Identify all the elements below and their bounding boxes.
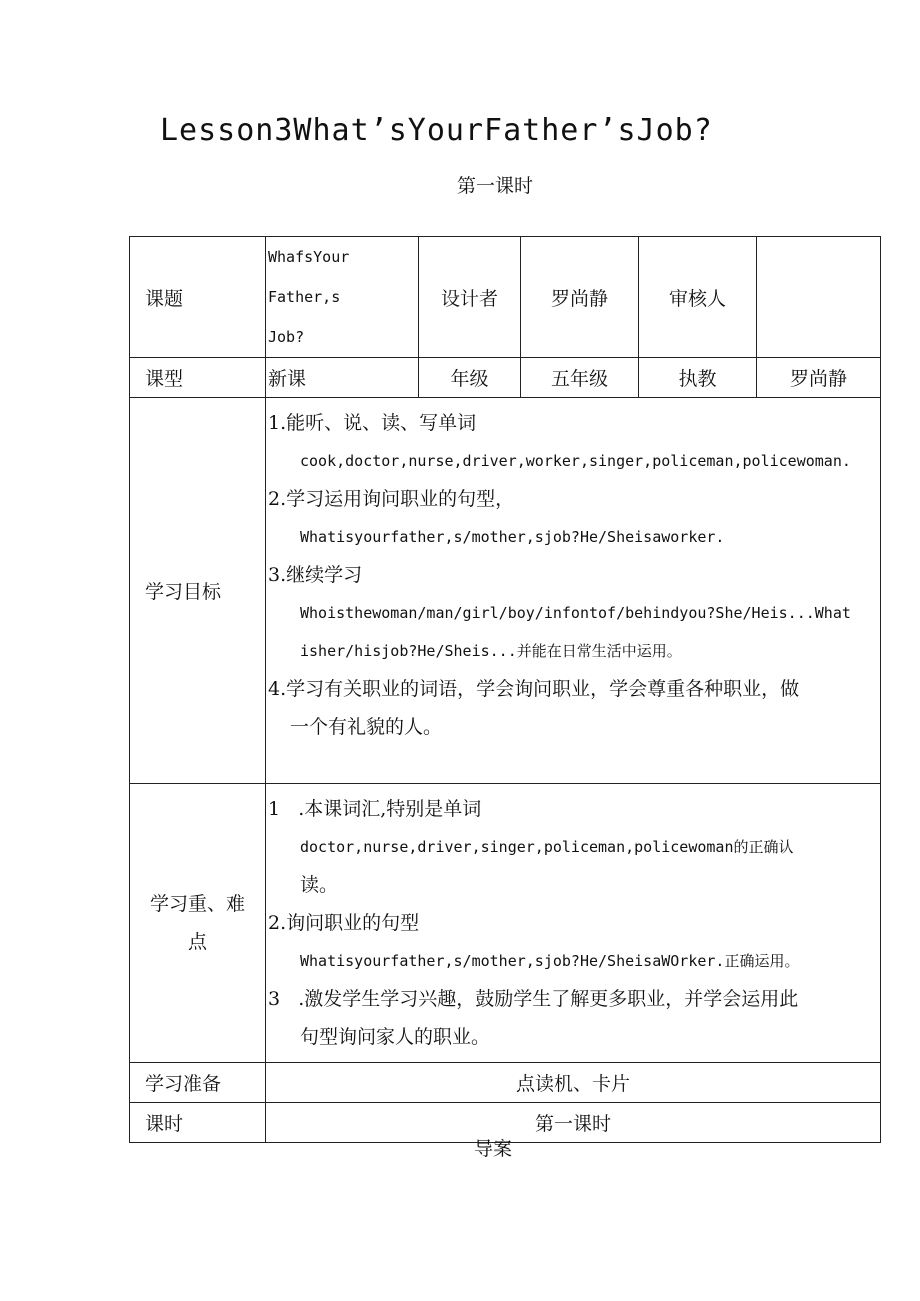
objective-line: 4.学习有关职业的词语，学会询问职业，学会尊重各种职业，做 <box>268 678 800 700</box>
key-point-line: Whatisyourfather,s/mother,sjob?He/SheisaWOrker.正确运用。 <box>300 952 800 970</box>
key-point-line: 句型询问家人的职业。 <box>300 1026 491 1048</box>
objective-line: 2.学习运用询问职业的句型， <box>268 488 515 510</box>
table-row-type <box>130 358 881 398</box>
footer-heading: 导案 <box>474 1138 513 1160</box>
key-point-line: 3 .激发学生学习兴趣，鼓励学生了解更多职业，并学会运用此 <box>268 988 799 1010</box>
grade-value: 五年级 <box>521 358 639 398</box>
key-points-label-line: 点 <box>187 931 207 953</box>
designer-value: 罗尚静 <box>521 237 639 358</box>
key-points-content <box>266 784 881 1063</box>
objective-line: 1.能听、说、读、写单词 <box>268 412 477 434</box>
table-row-preparation <box>130 1063 881 1103</box>
reviewer-value <box>757 237 881 358</box>
key-points-label <box>130 784 266 1063</box>
period-value: 第一课时 <box>266 1103 881 1143</box>
type-value: 新课 <box>266 358 419 398</box>
teacher-label: 执教 <box>639 358 757 398</box>
table-row-topic <box>130 237 881 358</box>
key-point-line: 1 .本课词汇,特别是单词 <box>268 798 482 820</box>
objective-line: Whatisyourfather,s/mother,sjob?He/Sheisaworker. <box>300 528 725 546</box>
objective-line: cook,doctor,nurse,driver,worker,singer,policeman,policewoman. <box>300 452 851 470</box>
key-points-label-line: 学习重、难 <box>149 893 245 915</box>
topic-line: Father,s <box>268 288 341 306</box>
objective-line: 3.继续学习 <box>268 564 363 586</box>
designer-label: 设计者 <box>419 237 521 358</box>
grade-label: 年级 <box>419 358 521 398</box>
topic-label: 课题 <box>130 237 266 358</box>
key-point-line: 读。 <box>300 874 339 896</box>
key-point-line: doctor,nurse,driver,singer,policeman,policewoman的正确认 <box>300 838 794 856</box>
topic-value <box>266 237 419 358</box>
type-label: 课型 <box>130 358 266 398</box>
table-row-objectives <box>130 398 881 784</box>
document-title: Lesson3What’sYourFather’sJob? <box>160 113 713 148</box>
objectives-content <box>266 398 881 784</box>
topic-line: Job? <box>268 328 305 346</box>
period-label: 课时 <box>130 1103 266 1143</box>
lesson-plan-table <box>129 236 881 1143</box>
objective-line: 一个有礼貌的人。 <box>290 716 443 738</box>
objective-line: isher/hisjob?He/Sheis...并能在日常生活中运用。 <box>300 642 682 660</box>
teacher-value: 罗尚静 <box>757 358 881 398</box>
topic-line: WhafsYour <box>268 248 350 266</box>
preparation-label: 学习准备 <box>130 1063 266 1103</box>
table-row-key-points <box>130 784 881 1063</box>
objective-line: Whoisthewoman/man/girl/boy/infontof/behindyou?She/Heis...What <box>300 604 851 622</box>
preparation-value: 点读机、卡片 <box>266 1063 881 1103</box>
reviewer-label: 审核人 <box>639 237 757 358</box>
objectives-label: 学习目标 <box>130 398 266 784</box>
key-point-line: 2.询问职业的句型 <box>268 912 420 934</box>
document-subtitle: 第一课时 <box>456 175 533 197</box>
